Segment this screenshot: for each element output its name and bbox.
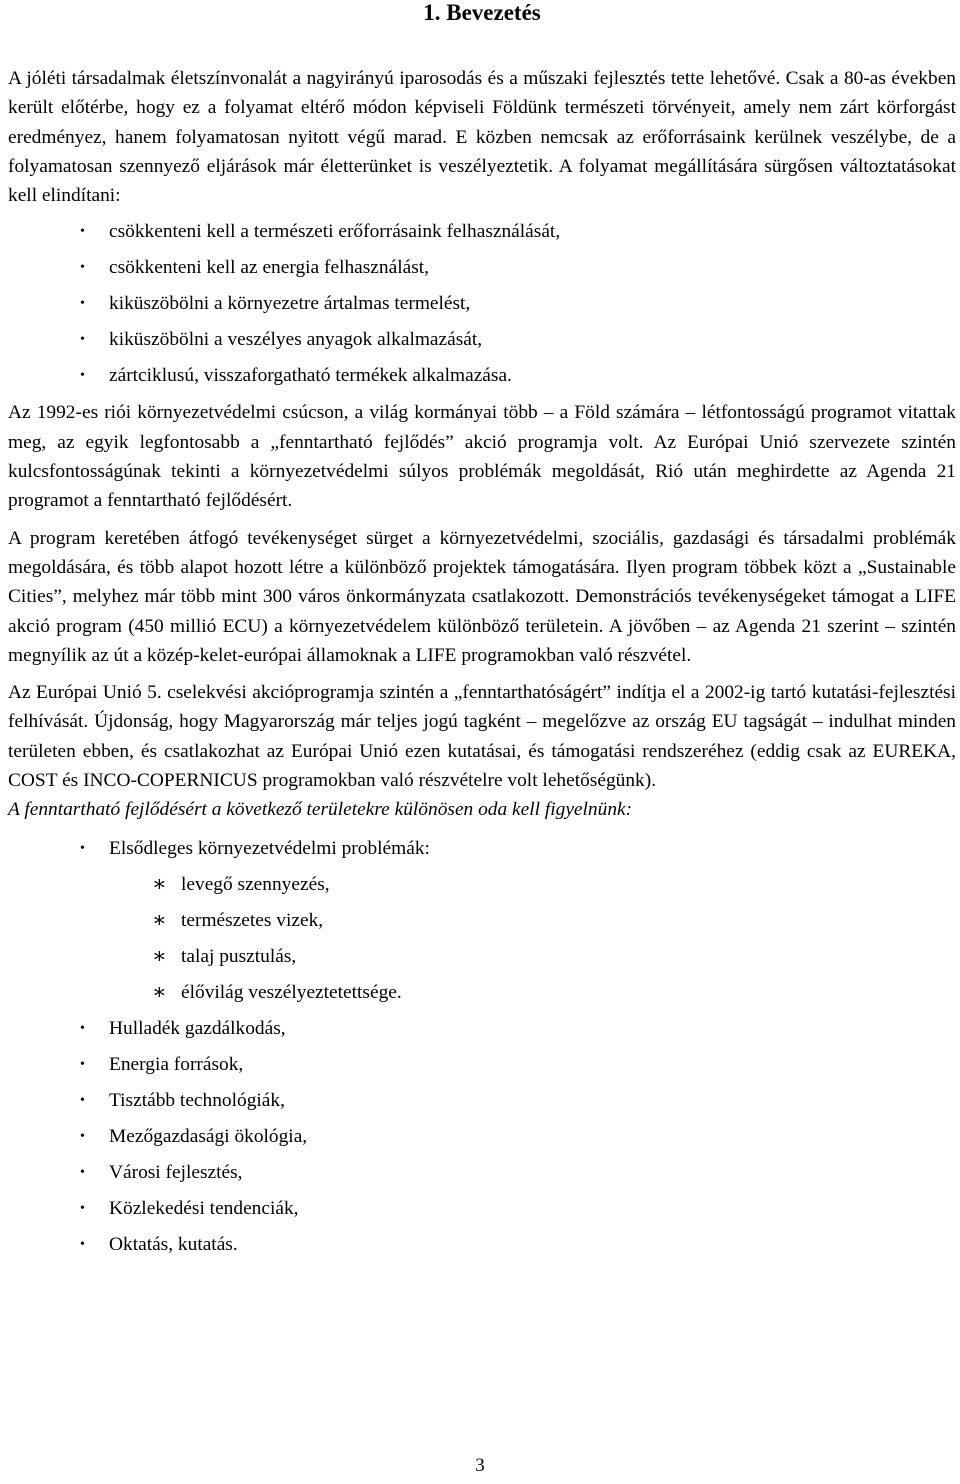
asterisk-icon: ∗ <box>152 978 167 1004</box>
asterisk-icon: ∗ <box>152 870 167 896</box>
paragraph-rio-summit: Az 1992-es riói környezetvédelmi csúcson, a világ kormányai több – a Föld számára – létfontosságú programot vitattak meg, az egyik legfontosabb a „fenntartható fejlődés” akció programja volt. Az Európai Unió szervezete szintén kulcsfontosságúnak tekinti a környezetvédelmi súlyos problémák megoldását, Rió után meghirdette az Agenda 21 programot a fenntartható fejlődésért. <box>8 402 956 512</box>
page-number: 3 <box>475 1455 485 1476</box>
list-item: • Hulladék gazdálkodás, <box>8 1011 956 1047</box>
bullet-icon: • <box>80 260 85 276</box>
bullet-list-focus <box>8 831 956 867</box>
bullet-icon: • <box>80 1128 85 1144</box>
list-item: • Oktatás, kutatás. <box>8 1227 956 1263</box>
bullet-icon: • <box>80 1236 85 1252</box>
bullet-icon: • <box>80 224 85 240</box>
bullet-icon: • <box>80 332 85 348</box>
list-item: ∗ talaj pusztulás, <box>8 939 956 975</box>
list-item: • Mezőgazdasági ökológia, <box>8 1119 956 1155</box>
paragraph-focus-intro: A fenntartható fejlődésért a következő területekre különösen oda kell figyelnünk: <box>8 799 633 821</box>
bullet-list-changes <box>8 214 956 394</box>
bullet-icon: • <box>80 1056 85 1072</box>
list-item: ∗ élővilág veszélyeztetettsége. <box>8 975 956 1011</box>
bullet-icon: • <box>80 1164 85 1180</box>
list-item: • csökkenteni kell a természeti erőforrásaink felhasználását, <box>8 214 956 250</box>
list-item: • Tisztább technológiák, <box>8 1083 956 1119</box>
list-item: ∗ természetes vizek, <box>8 903 956 939</box>
bullet-icon: • <box>80 1092 85 1108</box>
bullet-icon: • <box>80 840 85 856</box>
list-item: • kiküszöbölni a környezetre ártalmas termelést, <box>8 286 956 322</box>
bullet-list-focus-rest <box>8 1011 956 1263</box>
bullet-icon: • <box>80 1020 85 1036</box>
sub-list-problems <box>8 867 956 1011</box>
bullet-icon: • <box>80 1200 85 1216</box>
paragraph-program: A program keretében átfogó tevékenységet sürget a környezetvédelmi, szociális, gazdasági és társadalmi problémák megoldására, és több alapot hozott létre a különböző projektek támogatására. Ilyen program többek közt a „Sustainable Cities”, melyhez már több mint 300 város önkormányzata csatlakozott. Demonstrációs tevékenységeket támogat a LIFE akció program (450 millió ECU) a környezetvédelem különböző területein. A jövőben – az Agenda 21 szerint – szintén megnyílik az út a közép-kelet-európai államoknak a LIFE programokban való részvétel. <box>8 527 956 666</box>
asterisk-icon: ∗ <box>152 942 167 968</box>
paragraph-intro: A jóléti társadalmak életszínvonalát a nagyirányú iparosodás és a műszaki fejlesztés tette lehetővé. Csak a 80-as években került előtérbe, hogy ez a folyamat eltérő módon képviseli Földünk természeti törvényeit, amely nem zárt körforgást eredményez, hanem folyamatosan nyitott végű marad. E közben nemcsak az erőforrásaink kerülnek veszélybe, de a folyamatosan szennyező eljárások már életterünket is veszélyeztetik. A folyamat megállítására sürgősen változtatásokat kell elindítani: <box>8 68 956 207</box>
list-item: • zártciklusú, visszaforgatható termékek alkalmazása. <box>8 358 956 394</box>
list-item: • Elsődleges környezetvédelmi problémák: <box>8 831 956 867</box>
list-item: • csökkenteni kell az energia felhasználást, <box>8 250 956 286</box>
document-page <box>8 0 956 1263</box>
bullet-icon: • <box>80 368 85 384</box>
list-item: • Energia források, <box>8 1047 956 1083</box>
list-item: • Közlekedési tendenciák, <box>8 1191 956 1227</box>
bullet-icon: • <box>80 296 85 312</box>
list-item: ∗ levegő szennyezés, <box>8 867 956 903</box>
section-heading: 1. Bevezetés <box>423 0 541 25</box>
list-item: • Városi fejlesztés, <box>8 1155 956 1191</box>
list-item: • kiküszöbölni a veszélyes anyagok alkalmazását, <box>8 322 956 358</box>
asterisk-icon: ∗ <box>152 906 167 932</box>
paragraph-eu-action: Az Európai Unió 5. cselekvési akcióprogramja szintén a „fenntarthatóságért” indítja el a 2002-ig tartó kutatási-fejlesztési felhívását. Újdonság, hogy Magyarország már teljes jogú tagként – megelőzve az ország EU tagságát – indulhat minden területen ebben, és csatlakozhat az Európai Unió ezen kutatásai, és támogatási rendszeréhez (eddig csak az EUREKA, COST és INCO-COPERNICUS programokban való részvételre volt lehetőségünk). <box>8 682 956 792</box>
